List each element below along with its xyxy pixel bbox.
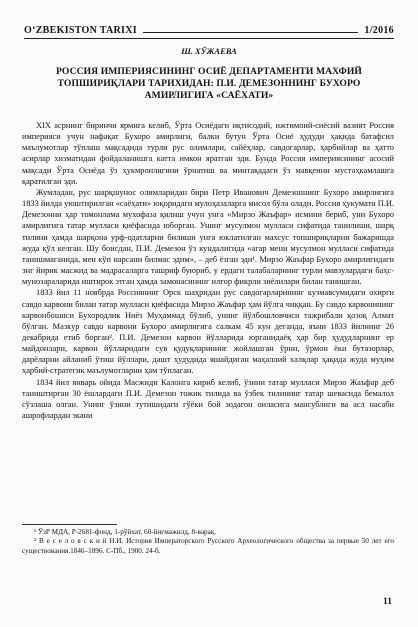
header-rule	[143, 32, 358, 33]
paragraph: Жумладан, рус шарқшунос олимларидан бири Петр Иванович Демезоннинг Бухоро амирлигига 1833 йилда уюштирилган «саёҳати» юқоридаги мулоҳазаларга мисол бўла олади. Россия ҳукумати П.И. Демезонни ҳар томонлама мухофаза қилиш учун унга «Мирзо Жаъфар» исмини бериб, уни Бухоро амирлигига татар мулласи қиёфасида юборган. Унинг мусулмон мулласи сифатида танилиши, шарқ тилини ҳамда шарқона урф-одатларни билиши унга юклатилган махсус топшириқларни бажаришда жуда қўл келган. Шу боисдан, П.И. Демезон ўз кундалигида «агар мени мусулмон мулласи сифатида танишмаганида, мен кўп нарсани билмас эдим», – деб ёзган эди¹. Мирзо Жаъфар Бухоро амирлигидаги энг йирик масжид ва мадрасаларга ташриф буюриб, у ердаги талабаларнинг турли мавзулардаги баҳс-мунозараларида иштирок этган ҳамда замонасининг илғор фикрли зиёлилари билан танишган.	[22, 187, 394, 287]
article-body	[22, 120, 394, 421]
footnotes	[22, 528, 394, 556]
article-title: РОССИЯ ИМПЕРИЯСИНИНГ ОСИЁ ДЕПАРТАМЕНТИ МАХФИЙ ТОПШИРИҚЛАРИ ТАРИХИДАН: П.И. ДЕМЕЗОННИНГ БУХОРО АМИРЛИГИГА «САЁХАТИ»	[55, 66, 362, 101]
footnote-divider	[22, 524, 117, 525]
article-author: Ш. ХЎЖАЕВА	[181, 46, 237, 56]
paragraph: XIX асрнинг биринчи ярмига келиб, Ўрта Осиёдаги иқтисодий, ижтимоий-сиёсий вазият Россия империяси учун нафақат Бухоро амирлиги, балки бутун Ўрта Осиё ҳудуди ҳақида батафсил маълумотлар тўплаш мақсадида турли рус олимлари, сайёҳлар, савдогарлар, ҳарбийлар ва ҳатто асирлар хизматидан фойдаланишга катта имкон яратган эди. Бунда Россия империясининг асосий мақсади Ўрта Осиёда ўз ҳукмронлигини ўрнатиш ва минтақадаги ўз мавқеини мустаҳкамлашга қаратилган эди.	[22, 121, 394, 186]
running-header	[24, 20, 394, 36]
header-divider	[24, 38, 394, 39]
footnote: ² В е с е л о в с к и й Н.И. История Императорского Русского Археологического общества за первые 50 лет его существования.1846–1896. С-Пб., 1900. 24-б.	[22, 537, 394, 555]
page-number: 11	[383, 597, 392, 607]
paragraph: 1834 йил январь ойида Масжиди Калонга кириб келиб, ўзини татар мулласи Мирзо Жаъфар деб таништирган 30 ёшлардаги П.И. Демезон тожик тилида ва ўзбек тилининг татар шевасида бемалол сўзлаша олган. Унинг ўзини тутишидаги гўёки бой зодагон оиласига мансублиги ва асл насаби ашрофлардан экани	[22, 377, 394, 421]
paragraph: 1833 йил 11 ноябрда Россиянинг Орск шаҳридан рус савдогарларининг кузмавсумидаги охирги савдо карвони билан татар мулласи қиёфасида Мирзо Жаъфар ҳам йўлга чиққан. Бу савдо карвонининг карвонбошиси Бухородлик Ниёз Муҳаммад бўлиб, унинг йўлбошловчиси тажрибали қозоқ Алмат бўлган. Мазкур савдо карвони Бухоро амирлигига салкам 45 кун деганда, яъни 1833 йилнинг 26 декабрида етиб борган². П.И. Демезон карвон йўлларида юрганидаёқ ҳар бир ҳудудларнинг ер майдонлари, карвон йўлларидаги сув қудуқларининг жойлашган ўрни, ўрмон ёки бутазорлар, дарёларни айланиб ўтиш йўллари, дашт ҳудудида яшайдиган маҳаллий халқлар ҳақида жуда муҳим ҳарбий-стратегик маълумотларни ҳам тўплаган.	[22, 288, 394, 376]
footnote: ¹ ЎзР МДА, Р-2681-фонд, 1-рўйхат, 60-йиғмажилд, 8-варақ.	[34, 528, 217, 536]
issue-number: 1/2016	[364, 25, 394, 36]
journal-name: O‘ZBEKISTON TARIXI	[24, 25, 137, 36]
